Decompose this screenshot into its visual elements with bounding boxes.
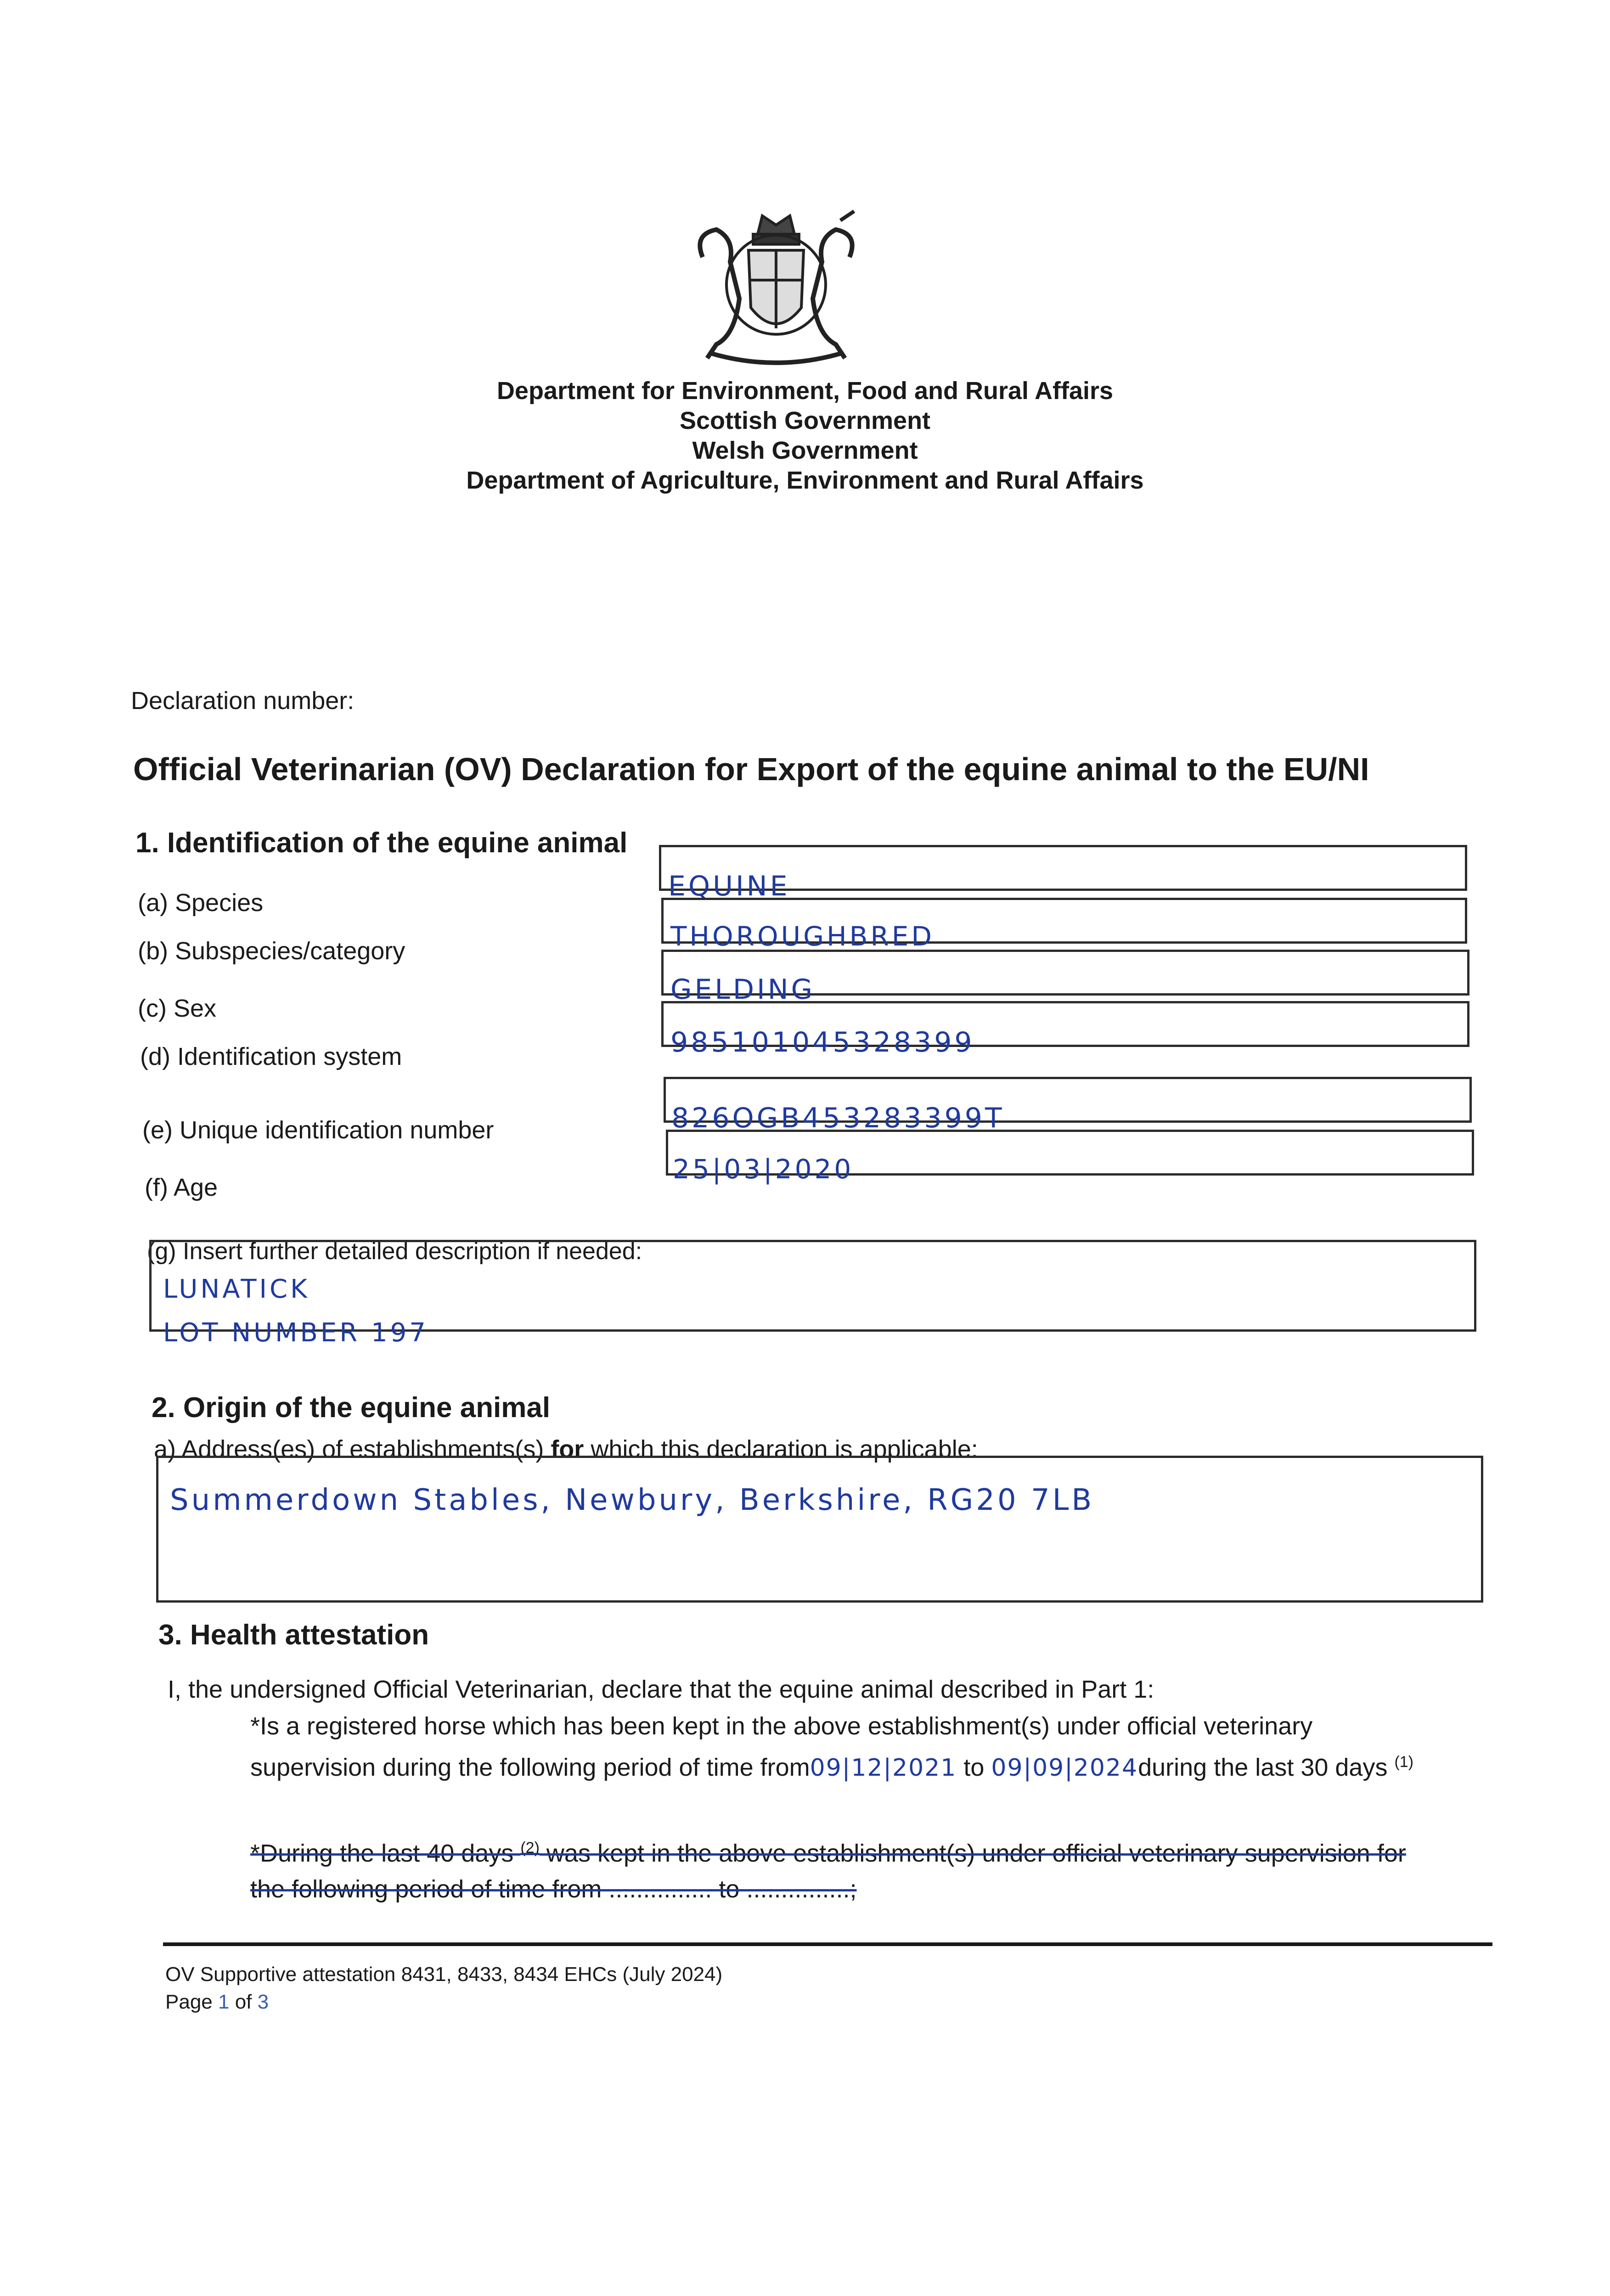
section3-heading: 3. Health attestation (158, 1619, 429, 1651)
sex-value: GELDING (670, 974, 816, 1006)
supervision-date-to: 09|09|2024 (991, 1754, 1138, 1782)
attestation-para2-line1 (250, 1830, 1490, 1871)
unique-id-label: (e) Unique identification number (142, 1116, 494, 1144)
address-field[interactable] (156, 1456, 1483, 1603)
identification-system-value: 985101045328399 (670, 1026, 975, 1058)
footnote-ref-1: (1) (1394, 1753, 1414, 1771)
attestation-para1-to: to (957, 1754, 991, 1781)
sex-label: (c) Sex (138, 995, 217, 1022)
section2-heading: 2. Origin of the equine animal (152, 1392, 551, 1424)
attestation-para1 (250, 1708, 1490, 1786)
section1-heading: 1. Identification of the equine animal (135, 827, 628, 859)
attestation-para1-line2 (250, 1744, 1490, 1786)
footer-page-word: Page (165, 1991, 218, 2013)
royal-crest-icon (684, 207, 868, 372)
footer-page-number (165, 1991, 269, 2014)
subspecies-label: (b) Subspecies/category (138, 937, 405, 965)
address-label-for: for (551, 1435, 584, 1463)
further-description-line-2: LOT NUMBER 197 (163, 1318, 428, 1348)
header-line-welsh-gov: Welsh Government (692, 437, 918, 464)
footer-page-total: 3 (257, 1991, 269, 2013)
identification-system-label: (d) Identification system (140, 1043, 402, 1070)
footer-page-current: 1 (218, 1991, 230, 2013)
document-title: Official Veterinarian (OV) Declaration for Export of the equine animal to the EU/NI (133, 751, 1369, 787)
species-value: EQUINE (668, 870, 790, 902)
footer-attestation-ref: OV Supportive attestation 8431, 8433, 8434 EHCs (July 2024) (165, 1963, 723, 1986)
attestation-para1-post: during the last 30 days (1138, 1754, 1395, 1781)
header-line-defra: Department for Environment, Food and Rural Affairs (496, 377, 1114, 405)
age-value: 25|03|2020 (673, 1154, 854, 1185)
age-label: (f) Age (145, 1174, 218, 1201)
section3-intro: I, the undersigned Official Veterinarian, declare that the equine animal described in Part 1: (168, 1676, 1154, 1703)
header-line-daera: Department of Agriculture, Environment and Rural Affairs (466, 467, 1144, 494)
subspecies-value: THOROUGHBRED (670, 921, 935, 952)
address-label-post: which this declaration is applicable: (584, 1435, 978, 1463)
species-label: (a) Species (138, 889, 264, 917)
attestation-para1-line1: *Is a registered horse which has been kept in the above establishment(s) under official veterinary (250, 1712, 1313, 1740)
footer-rule (163, 1942, 1492, 1946)
header-line-scottish-gov: Scottish Government (679, 407, 931, 434)
supervision-date-from: 09|12|2021 (810, 1754, 957, 1782)
attestation-para2-line2: the following period of time from ............... to ...............; (250, 1875, 857, 1903)
attestation-para2-post: was kept in the above establishment(s) under official veterinary supervision for (539, 1840, 1406, 1867)
address-value: Summerdown Stables, Newbury, Berkshire, RG20 7LB (170, 1483, 1095, 1517)
footer-page-of: of (229, 1991, 258, 2013)
attestation-para2-struck (250, 1830, 1490, 1907)
further-description-line-1: LUNATICK (163, 1274, 310, 1304)
declaration-number-label: Declaration number: (131, 687, 355, 715)
footnote-ref-2: (2) (520, 1839, 540, 1857)
unique-id-value: 826OGB453283399T (671, 1102, 1005, 1134)
attestation-para1-pre: supervision during the following period of time from (250, 1754, 810, 1781)
attestation-para2-pre: *During the last 40 days (250, 1840, 521, 1867)
further-description-label: (g) Insert further detailed description if needed: (147, 1238, 642, 1265)
address-label-pre: a) Address(es) of establishments(s) (154, 1435, 551, 1463)
